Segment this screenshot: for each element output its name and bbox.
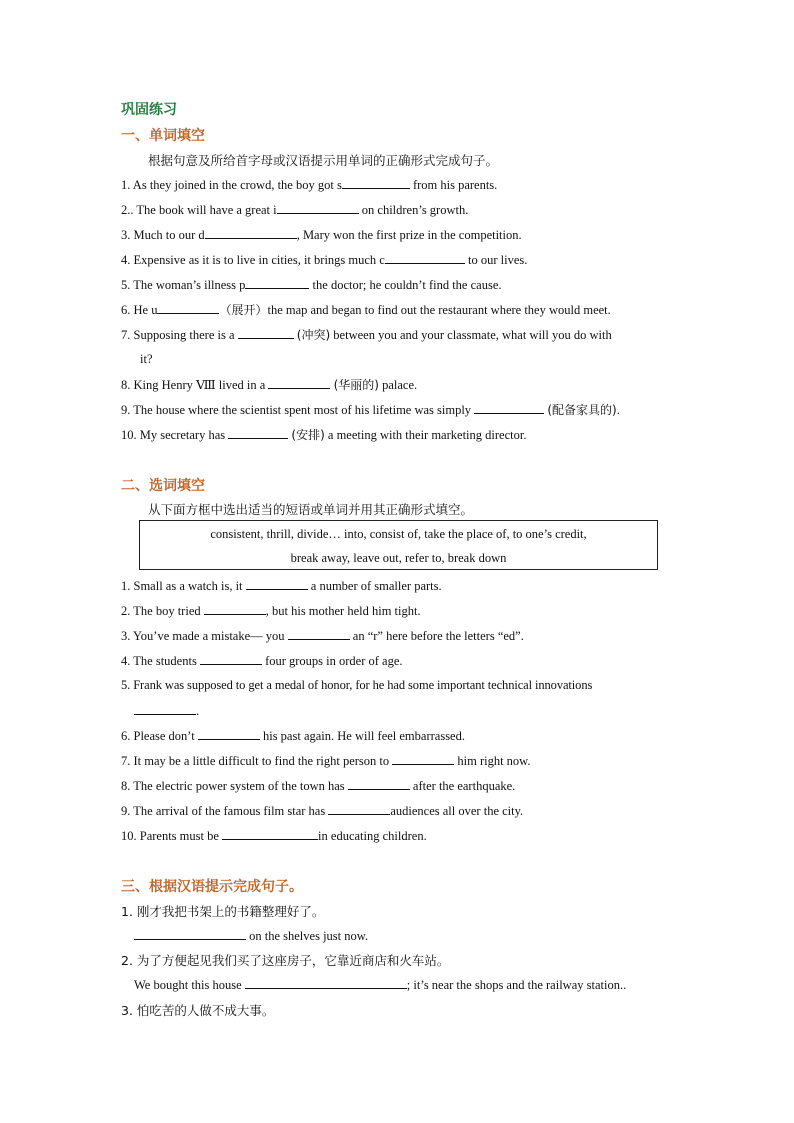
answer-blank[interactable] — [204, 602, 266, 615]
s1-item-1: 1. As they joined in the crowd, the boy got s from his parents. — [121, 178, 498, 192]
answer-blank[interactable] — [268, 376, 330, 389]
answer-blank[interactable] — [277, 201, 359, 214]
answer-blank[interactable] — [228, 426, 288, 439]
s1-item-10: 10. My secretary has (安排) a meeting with their marketing director. — [121, 428, 527, 442]
s1-item-7-continuation: it? — [140, 352, 153, 366]
answer-blank[interactable] — [392, 752, 454, 765]
answer-blank[interactable] — [200, 652, 262, 665]
s3-item-2-chinese: 2. 为了方便起见我们买了这座房子，它靠近商店和火车站。 — [121, 953, 450, 968]
s2-item-3: 3. You’ve made a mistake— you an “r” here before the letters “ed”. — [121, 629, 524, 643]
s3-item-1-chinese: 1. 刚才我把书架上的书籍整理好了。 — [121, 904, 325, 919]
answer-blank[interactable] — [134, 927, 246, 940]
answer-blank[interactable] — [157, 301, 219, 314]
section1-instruction: 根据句意及所给首字母或汉语提示用单词的正确形式完成句子。 — [148, 153, 499, 168]
s1-item-6: 6. He u （展开）the map and began to find out the restaurant where they would meet. — [121, 303, 611, 317]
s2-item-5-continuation: . — [134, 702, 199, 719]
answer-blank[interactable] — [245, 976, 407, 989]
s1-item-9: 9. The house where the scientist spent most of his lifetime was simply (配备家具的). — [121, 403, 620, 417]
word-bank-box — [139, 520, 658, 570]
s2-item-10: 10. Parents must be in educating children. — [121, 829, 427, 843]
s2-item-9: 9. The arrival of the famous film star has audiences all over the city. — [121, 804, 524, 818]
s2-item-5: 5. Frank was supposed to get a medal of honor, for he had some important technical innovations — [121, 678, 593, 692]
s1-item-4: 4. Expensive as it is to live in cities, it brings much c to our lives. — [121, 253, 528, 267]
answer-blank[interactable] — [222, 827, 318, 840]
answer-blank[interactable] — [385, 251, 465, 264]
answer-blank[interactable] — [198, 727, 260, 740]
answer-blank[interactable] — [205, 226, 297, 239]
s1-item-3: 3. Much to our d , Mary won the first prize in the competition. — [121, 228, 522, 242]
answer-blank[interactable] — [348, 777, 410, 790]
s2-item-2: 2. The boy tried , but his mother held him tight. — [121, 604, 421, 618]
answer-blank[interactable] — [342, 176, 410, 189]
answer-blank[interactable] — [474, 401, 544, 414]
section2-heading: 二、选词填空 — [121, 478, 205, 494]
s2-item-4: 4. The students four groups in order of age. — [121, 654, 403, 668]
s3-item-1-english: on the shelves just now. — [134, 927, 368, 944]
answer-blank[interactable] — [134, 702, 196, 715]
s1-item-8: 8. King Henry Ⅷ lived in a (华丽的) palace. — [121, 378, 418, 392]
s3-item-2-english: We bought this house ; it’s near the shops and the railway station.. — [134, 978, 627, 992]
answer-blank[interactable] — [288, 627, 350, 640]
s3-item-3-chinese: 3. 怕吃苦的人做不成大事。 — [121, 1003, 275, 1018]
s2-item-7: 7. It may be a little difficult to find the right person to him right now. — [121, 754, 531, 768]
answer-blank[interactable] — [238, 326, 294, 339]
s1-item-5: 5. The woman’s illness p the doctor; he couldn’t find the cause. — [121, 278, 502, 292]
s1-item-2: 2.. The book will have a great i on children’s growth. — [121, 203, 469, 217]
s2-item-8: 8. The electric power system of the town has after the earthquake. — [121, 779, 516, 793]
page-title: 巩固练习 — [121, 102, 177, 118]
word-bank-row-1: consistent, thrill, divide… into, consist of, take the place of, to one’s credit, — [210, 527, 587, 541]
answer-blank[interactable] — [246, 577, 308, 590]
section3-heading: 三、根据汉语提示完成句子。 — [121, 879, 303, 895]
answer-blank[interactable] — [245, 276, 309, 289]
answer-blank[interactable] — [328, 802, 390, 815]
s2-item-1: 1. Small as a watch is, it a number of smaller parts. — [121, 579, 442, 593]
word-bank-row-2: break away, leave out, refer to, break down — [290, 551, 507, 565]
s1-item-7: 7. Supposing there is a (冲突) between you and your classmate, what will you do with — [121, 328, 612, 342]
section1-heading: 一、单词填空 — [121, 128, 205, 144]
section2-instruction: 从下面方框中选出适当的短语或单词并用其正确形式填空。 — [148, 502, 474, 517]
s2-item-6: 6. Please don’t his past again. He will feel embarrassed. — [121, 729, 465, 743]
